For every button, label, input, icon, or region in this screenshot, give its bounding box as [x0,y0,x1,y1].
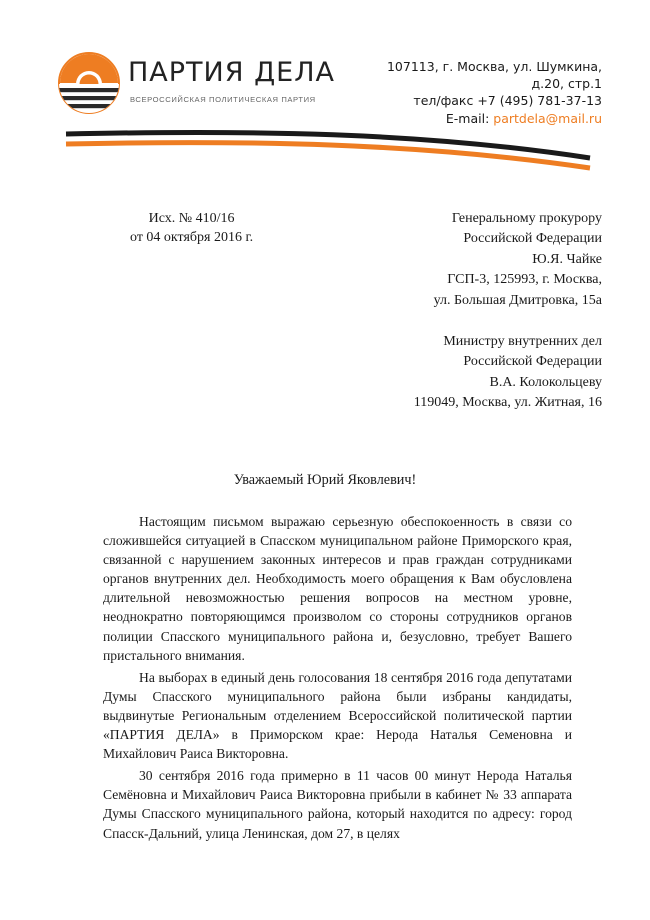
addressee-line: Ю.Я. Чайке [532,251,602,267]
party-sun-logo-icon [58,52,120,114]
addressee-prosecutor [302,209,602,311]
body-paragraph: На выборах в единый день голосования 18 сентября 2016 года депутатами Думы Спасского муниципального района были избраны кандидаты, выдвинутые Региональным отделением Всероссийской политической партии «ПАРТИЯ ДЕЛА» в Приморском крае: Нерода Наталья Семеновна и Михайлович Раиса Викторовна. [103,669,572,762]
salutation: Уважаемый Юрий Яковлевич! [233,472,417,488]
email-label: E-mail: [445,110,494,126]
address-line-2: д.20, стр.1 [531,76,602,92]
addressee-line: ГСП-3, 125993, г. Москва, [447,272,602,288]
addressee-minister [302,332,602,414]
brand-name: ПАРТИЯ ДЕЛА [128,57,336,88]
letterhead-swoosh [0,118,650,178]
outgoing-reference [130,209,253,247]
addressee-line: Генеральному прокурору [451,211,602,226]
addressee-line: Российской Федерации [463,354,602,370]
brand-tagline: ВСЕРОССИЙСКАЯ ПОЛИТИЧЕСКАЯ ПАРТИЯ [130,95,316,104]
contact-block [342,58,602,127]
email-link[interactable]: partdela@mail.ru [493,110,602,126]
outgoing-number: Исх. № 410/16 [148,211,235,226]
body-paragraph: Настоящим письмом выражаю серьезную обеспокоенность в связи со сложившейся ситуацией в Спасском муниципальном районе Приморского края, связанной с нарушением законных интересов и прав граждан сотрудниками органов внутренних дел. Необходимость моего обращения к Вам обусловлена длительной невозможностью решения вопросов на местном уровне, неоднократно повторяющимся произволом со стороны сотрудников органов полиции Спасского муниципального района и, безусловно, требует Вашего пристального внимания. [103,514,572,663]
addressee-line: Министру внутренних дел [443,334,602,349]
addressee-line: В.А. Колокольцеву [489,374,602,390]
body-paragraph: 30 сентября 2016 года примерно в 11 часов 00 минут Нерода Наталья Семёновна и Михайлович Раиса Викторовна прибыли в кабинет № 33 аппарата Думы Спасского муниципального района, который находится по адресу: город Спасск-Дальний, улица Ленинская, дом 27, в целях [103,768,572,841]
addressee-line: ул. Большая Дмитровка, 15а [433,292,602,308]
outgoing-date: от 04 октября 2016 г. [130,230,254,245]
address-line-1: 107113, г. Москва, ул. Шумкина, [386,59,602,74]
phone-fax: тел/факс +7 (495) 781-37-13 [413,93,602,109]
addressee-line: Российской Федерации [463,231,602,247]
addressee-line: 119049, Москва, ул. Житная, 16 [413,395,602,411]
letter-body [103,512,572,846]
